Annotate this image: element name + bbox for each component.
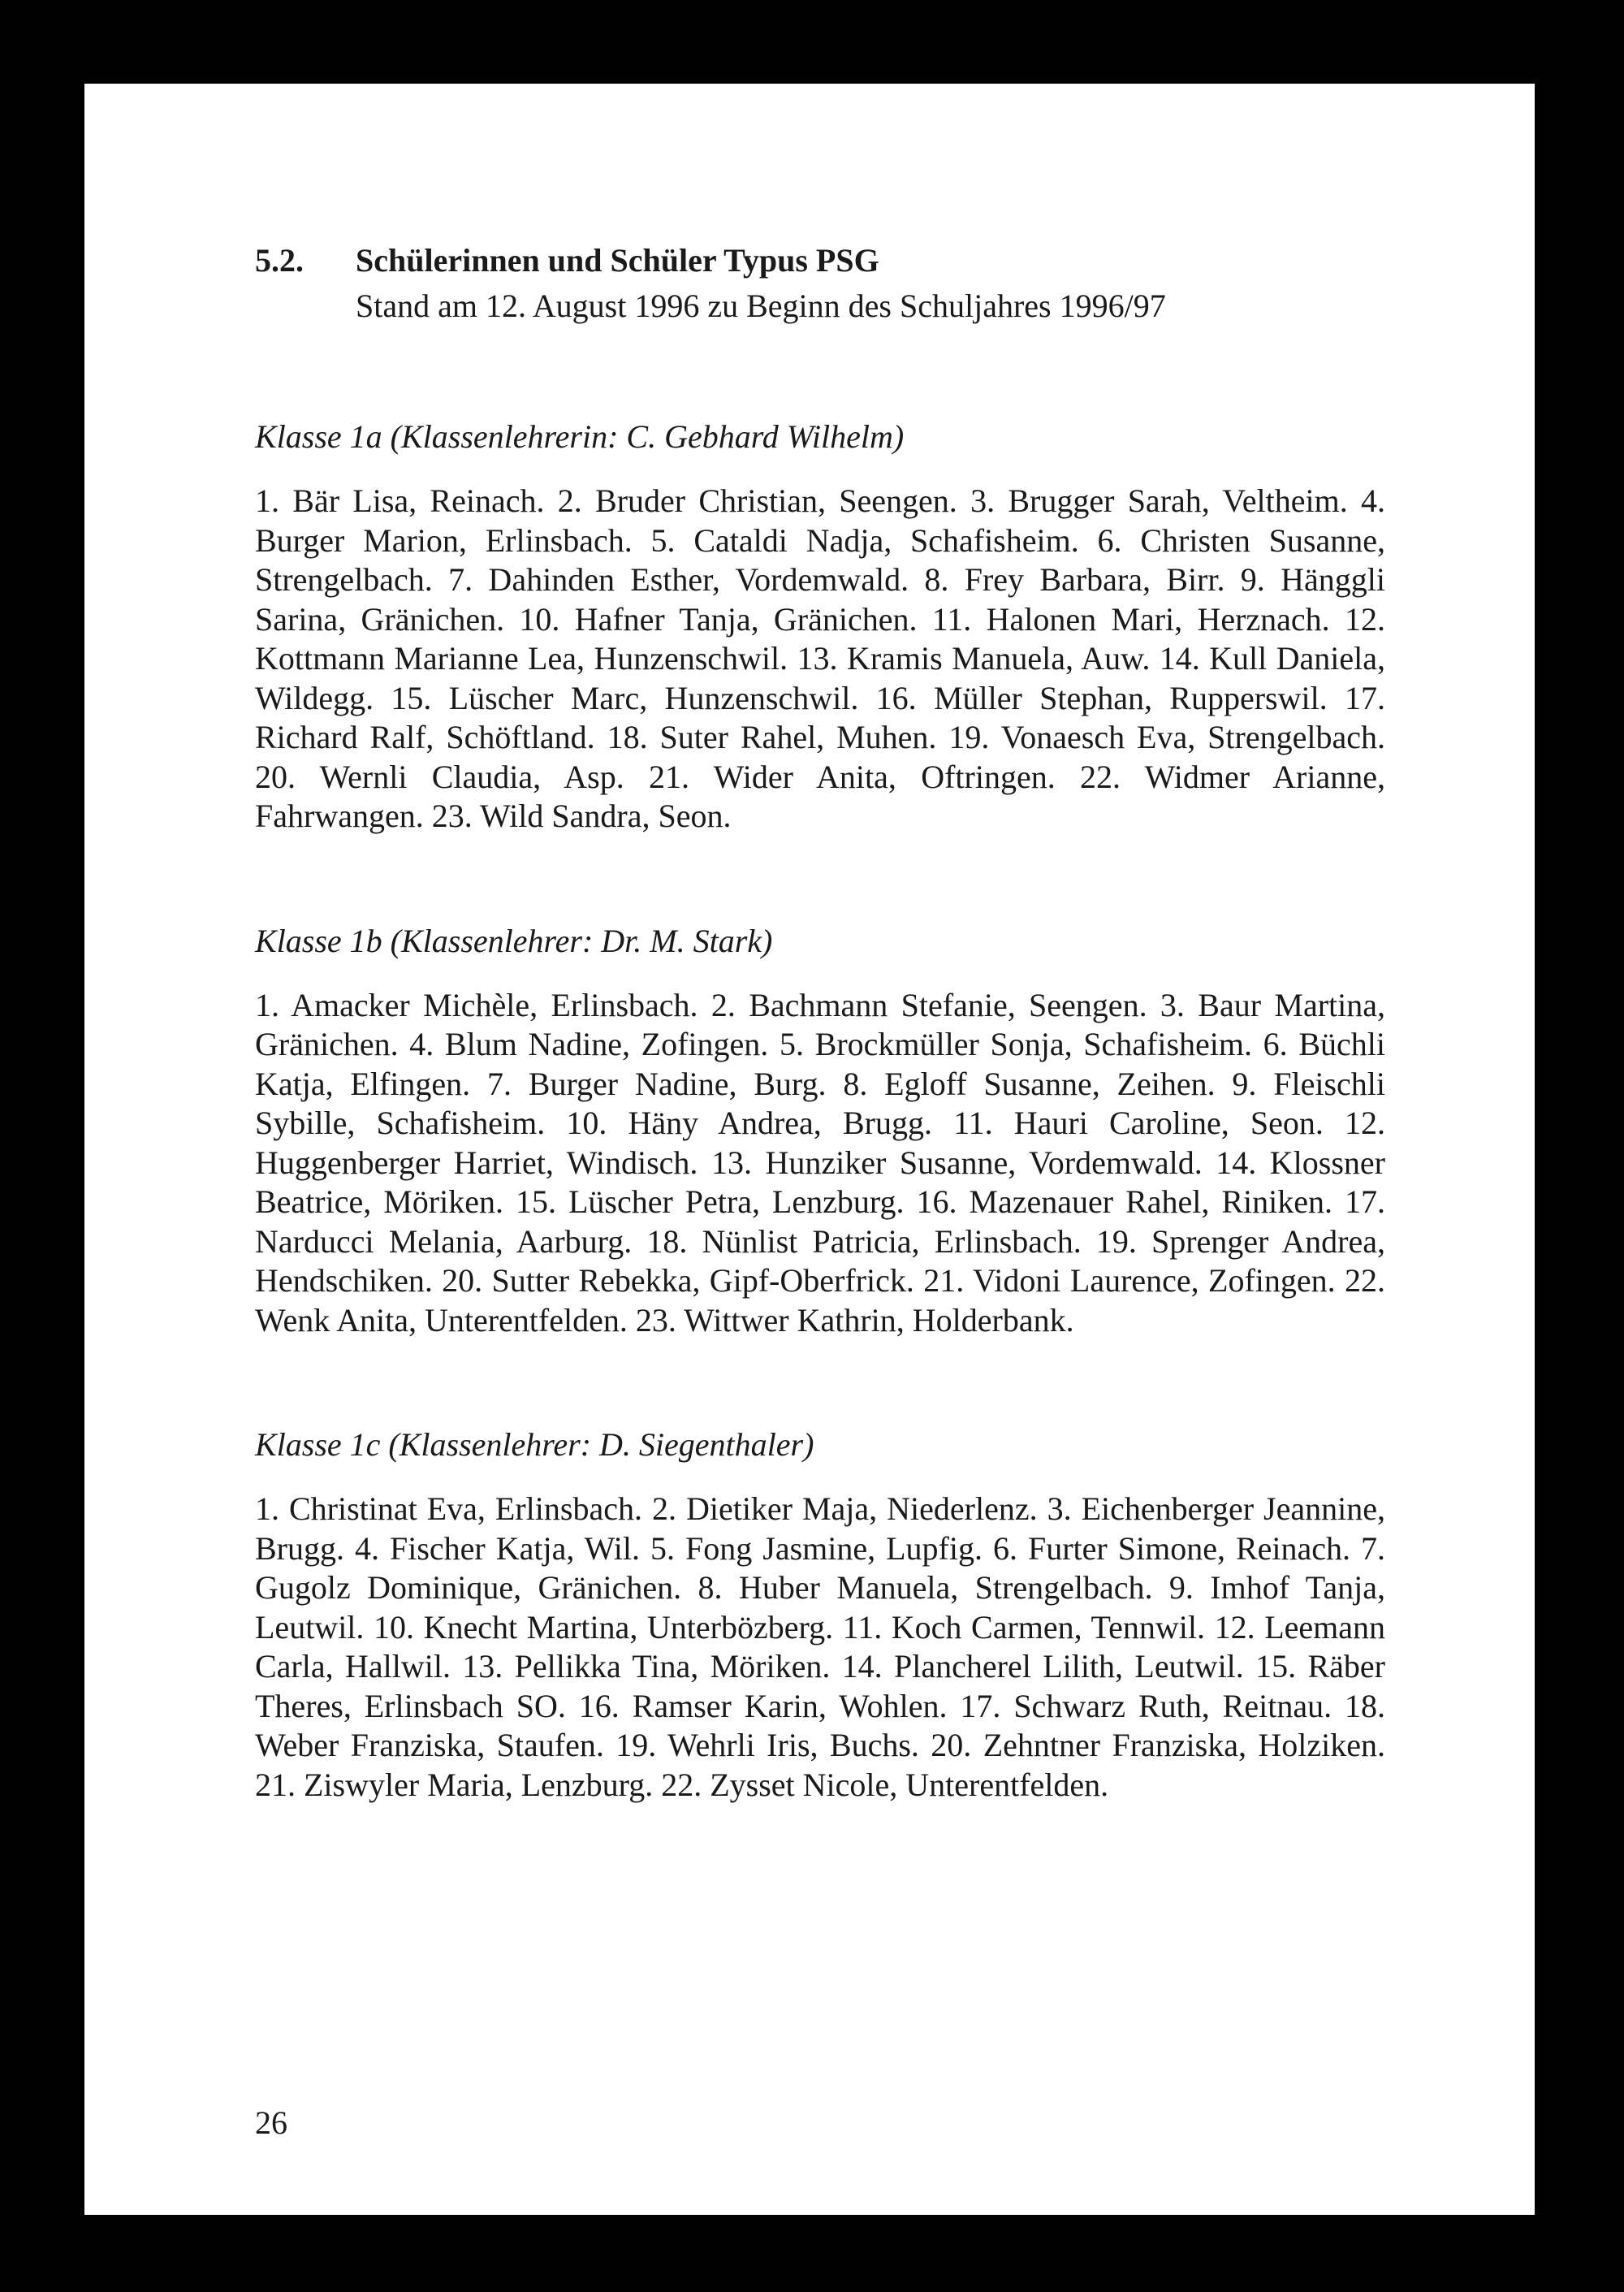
section-title: Schülerinnen und Schüler Typus PSG	[356, 242, 879, 279]
class-block-1c	[255, 1425, 1385, 1805]
class-block-1b	[255, 921, 1385, 1341]
class-title: Klasse 1a (Klassenlehrerin: C. Gebhard Wilhelm)	[255, 418, 905, 455]
class-student-list: 1. Bär Lisa, Reinach. 2. Bruder Christian, Seengen. 3. Brugger Sarah, Veltheim. 4. Burger Marion, Erlinsbach. 5. Cataldi Nadja, Schafisheim. 6. Christen Susanne, Strengelbach. 7. Dahinden Esther, Vordemwald. 8. Frey Barbara, Birr. 9. Hänggli Sarina, Gränichen. 10. Hafner Tanja, Gränichen. 11. Halonen Mari, Herznach. 12. Kottmann Marianne Lea, Hunzenschwil. 13. Kramis Manuela, Auw. 14. Kull Daniela, Wildegg. 15. Lüscher Marc, Hunzenschwil. 16. Müller Stephan, Rupperswil. 17. Richard Ralf, Schöftland. 18. Suter Rahel, Muhen. 19. Vonaesch Eva, Strengelbach. 20. Wernli Claudia, Asp. 21. Wider Anita, Oftringen. 22. Widmer Arianne, Fahrwangen. 23. Wild Sandra, Seon.	[255, 482, 1385, 834]
page-number: 26	[255, 2104, 287, 2141]
document-page	[84, 84, 1535, 2215]
section-number: 5.2.	[255, 242, 304, 279]
page-content	[255, 238, 1385, 1805]
class-title: Klasse 1b (Klassenlehrer: Dr. M. Stark)	[255, 922, 773, 959]
class-student-list: 1. Christinat Eva, Erlinsbach. 2. Dietiker Maja, Niederlenz. 3. Eichenberger Jeannine, Brugg. 4. Fischer Katja, Wil. 5. Fong Jasmine, Lupfig. 6. Furter Simone, Reinach. 7. Gugolz Dominique, Gränichen. 8. Huber Manuela, Strengelbach. 9. Imhof Tanja, Leutwil. 10. Knecht Martina, Unterbözberg. 11. Koch Carmen, Tennwil. 12. Leemann Carla, Hallwil. 13. Pellikka Tina, Möriken. 14. Plancherel Lilith, Leutwil. 15. Räber Theres, Erlinsbach SO. 16. Ramser Karin, Wohlen. 17. Schwarz Ruth, Reitnau. 18. Weber Franziska, Staufen. 19. Wehrli Iris, Buchs. 20. Zehntner Franziska, Holziken. 21. Ziswyler Maria, Lenzburg. 22. Zysset Nicole, Unterentfelden.	[255, 1490, 1385, 1803]
class-block-1a	[255, 417, 1385, 837]
class-title: Klasse 1c (Klassenlehrer: D. Siegenthaler)	[255, 1426, 814, 1463]
section-heading	[255, 238, 1385, 283]
section-subtitle: Stand am 12. August 1996 zu Beginn des Schuljahres 1996/97	[356, 288, 1166, 324]
class-student-list: 1. Amacker Michèle, Erlinsbach. 2. Bachmann Stefanie, Seengen. 3. Baur Martina, Gränichen. 4. Blum Nadine, Zofingen. 5. Brockmüller Sonja, Schafisheim. 6. Büchli Katja, Elfingen. 7. Burger Nadine, Burg. 8. Egloff Susanne, Zeihen. 9. Fleischli Sybille, Schafisheim. 10. Häny Andrea, Brugg. 11. Hauri Caroline, Seon. 12. Huggenberger Harriet, Windisch. 13. Hunziker Susanne, Vordemwald. 14. Klossner Beatrice, Möriken. 15. Lüscher Petra, Lenzburg. 16. Mazenauer Rahel, Riniken. 17. Narducci Melania, Aarburg. 18. Nünlist Patricia, Erlinsbach. 19. Sprenger Andrea, Hendschiken. 20. Sutter Rebekka, Gipf-Oberfrick. 21. Vidoni Laurence, Zofingen. 22. Wenk Anita, Unterentfelden. 23. Wittwer Kathrin, Holderbank.	[255, 986, 1385, 1338]
